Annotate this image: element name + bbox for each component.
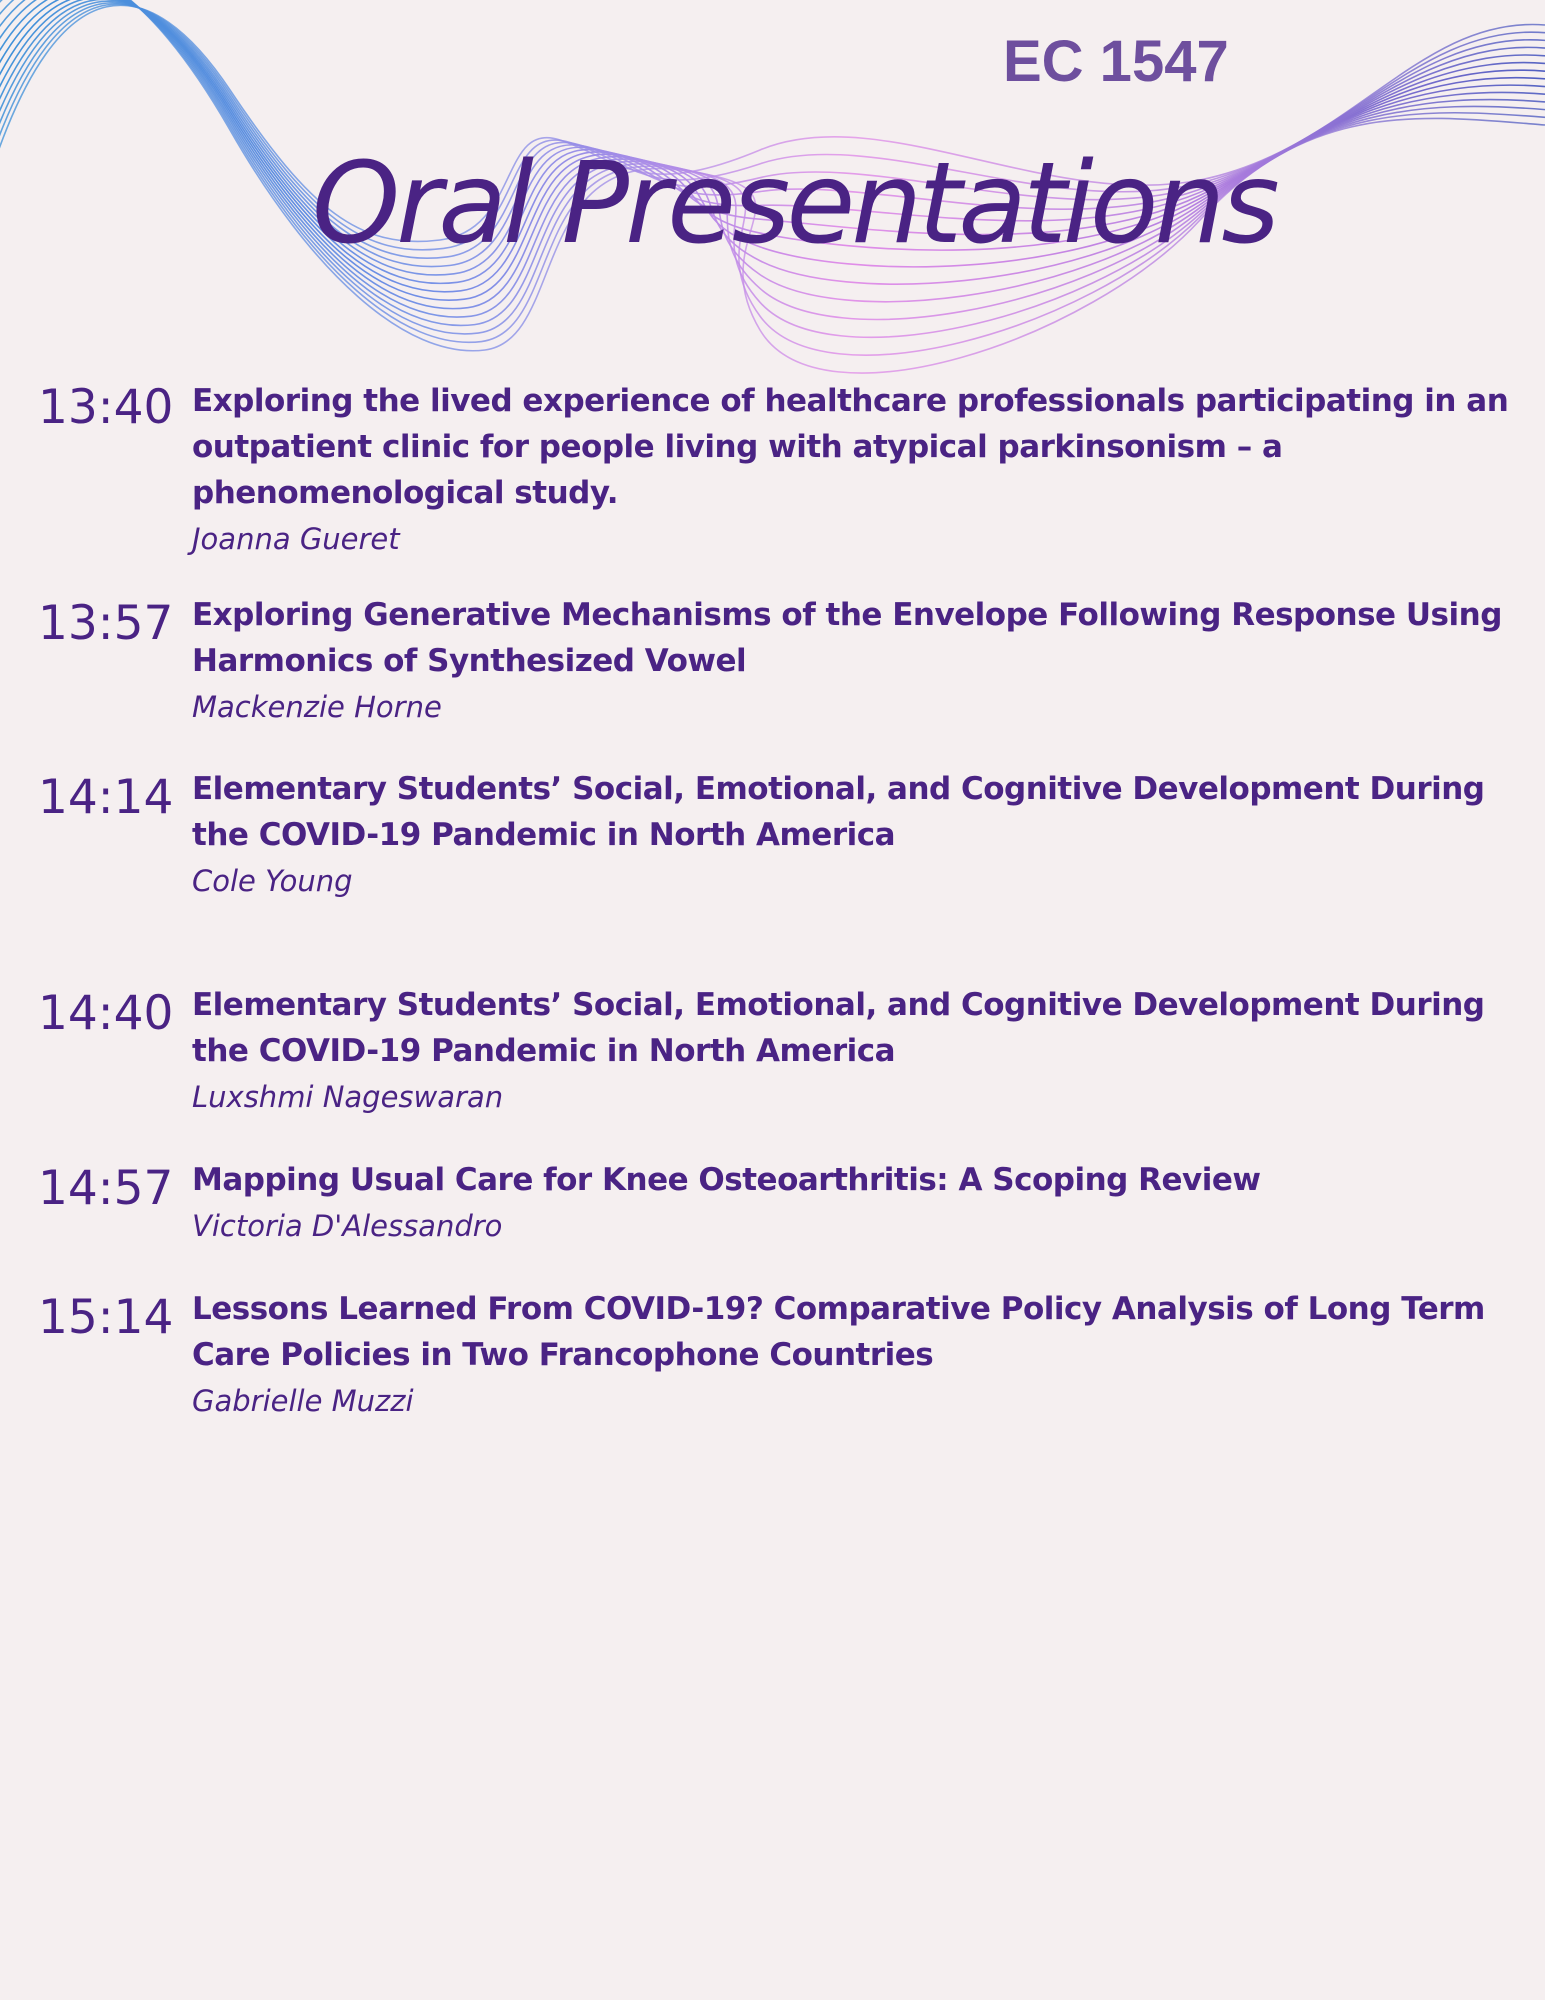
session-time: 15:14	[38, 1290, 174, 1345]
presenter-name: Mackenzie Horne	[192, 690, 442, 724]
session-time: 14:40	[38, 986, 174, 1041]
session-entry	[192, 766, 1517, 902]
session-entry	[192, 1157, 1517, 1247]
session-entry	[192, 592, 1517, 728]
session-entry	[192, 982, 1517, 1118]
talk-title: Elementary Students’ Social, Emotional, and Cognitive Development During the COVID-19 Pandemic in North America	[192, 771, 1485, 853]
talk-title: Exploring Generative Mechanisms of the Envelope Following Response Using Harmonics of Synthesized Vowel	[192, 597, 1502, 679]
talk-title: Lessons Learned From COVID-19? Comparative Policy Analysis of Long Term Care Policies in Two Francophone Countries	[192, 1291, 1485, 1373]
talk-title: Mapping Usual Care for Knee Osteoarthritis: A Scoping Review	[192, 1162, 1261, 1198]
presenter-name: Joanna Gueret	[192, 522, 400, 556]
presenter-name: Gabrielle Muzzi	[192, 1384, 414, 1418]
session-entry	[192, 1286, 1517, 1422]
session-time: 14:57	[38, 1161, 174, 1216]
talk-title: Elementary Students’ Social, Emotional, and Cognitive Development During the COVID-19 Pandemic in North America	[192, 987, 1485, 1069]
talk-title: Exploring the lived experience of healthcare professionals participating in an outpatient clinic for people living with atypical parkinsonism – a phenomenological study.	[192, 383, 1509, 511]
session-time: 13:57	[38, 596, 174, 651]
presenter-name: Cole Young	[192, 864, 353, 898]
presenter-name: Victoria D'Alessandro	[192, 1209, 503, 1243]
presenter-name: Luxshmi Nageswaran	[192, 1080, 504, 1114]
session-entry	[192, 378, 1517, 560]
page-title: Oral Presentations	[312, 139, 1276, 269]
session-time: 13:40	[38, 380, 174, 435]
room-label: EC 1547	[1003, 29, 1229, 94]
session-time: 14:14	[38, 770, 174, 825]
